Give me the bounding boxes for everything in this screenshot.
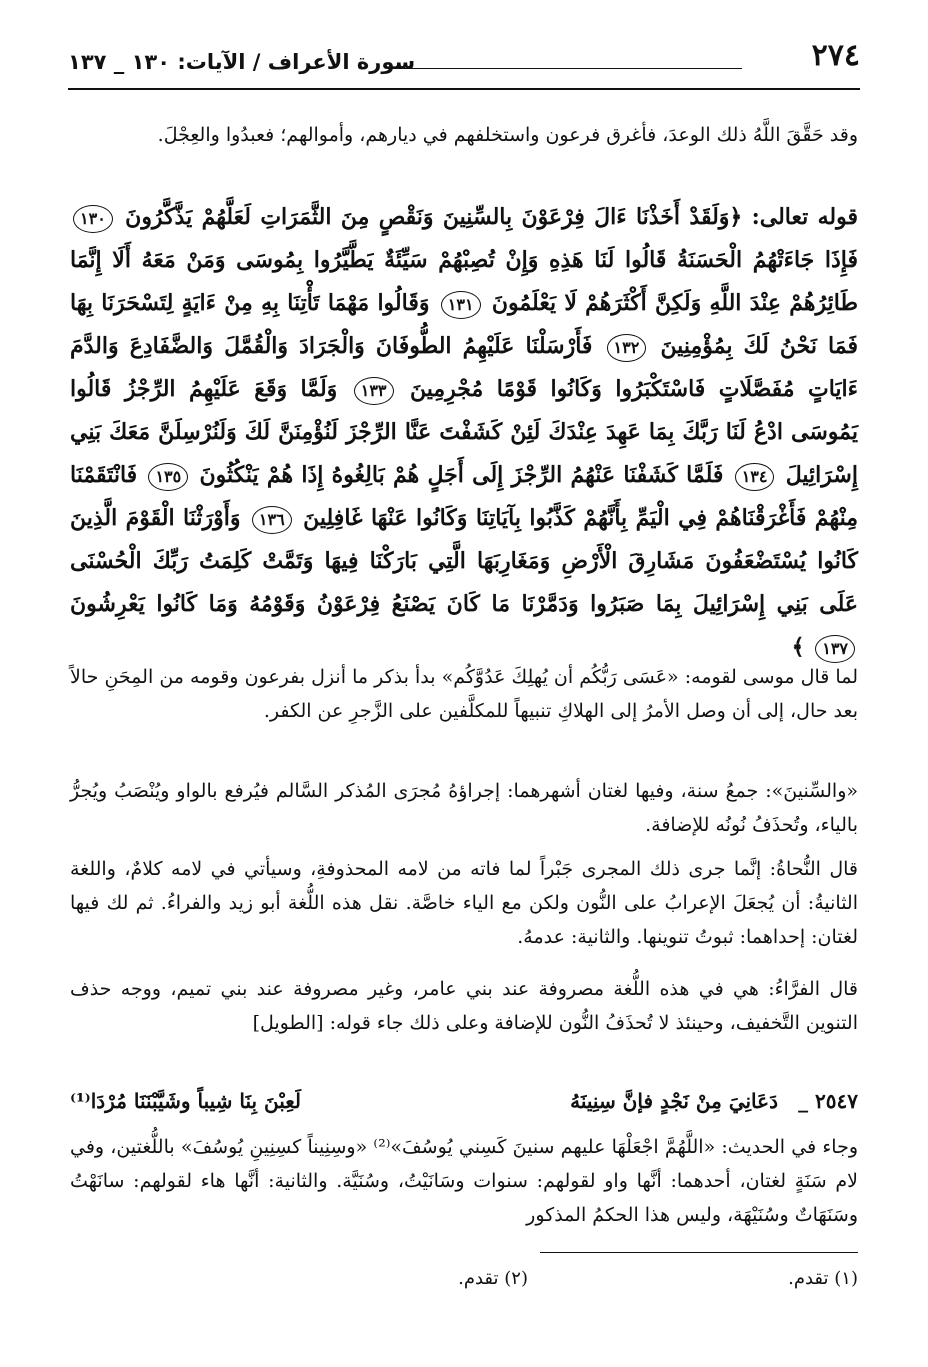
ayah-number-marker: ١٣٠ bbox=[73, 205, 113, 233]
ayah-number-marker: ١٣٦ bbox=[252, 506, 292, 534]
quran-segment: قوله تعالى: ﴿وَلَقَدْ أَخَذْنَا ءَالَ فِرْعَوْنَ بِالسِّنِينَ وَنَقْصٍ مِنَ الثَّمَرَاتِ لَعَلَّهُمْ يَذَّكَّرُونَ bbox=[125, 204, 858, 230]
ayah-number-marker: ١٣١ bbox=[441, 291, 481, 319]
quran-segment: وَقَالُوا مَهْمَا تَأْتِنَا بِهِ مِنْ ءَايَةٍ لِتَسْحَرَنَا بِهَا فَمَا نَحْنُ لَكَ بِمُؤْمِنِينَ bbox=[70, 290, 858, 359]
footnote: (١) تقدم. bbox=[788, 1268, 858, 1289]
quran-segment: فَأَرْسَلْنَا عَلَيْهِمُ الطُّوفَانَ وَالْجَرَادَ وَالْقُمَّلَ وَالضَّفَادِعَ وَالدَّمَ ءَايَاتٍ مُفَصَّلَاتٍ فَاسْتَكْبَرُوا وَكَانُوا قَوْمًا مُجْرِمِينَ bbox=[70, 333, 858, 402]
poetry-verse bbox=[70, 1089, 858, 1125]
surah-title: سورة الأعراف / الآيات: ١٣٠ _ ١٣٧ bbox=[68, 50, 416, 74]
quran-closing-bracket: ﴾ bbox=[791, 634, 805, 660]
quran-passage bbox=[70, 196, 858, 669]
ayah-number-marker: ١٣٤ bbox=[735, 463, 775, 491]
quran-segment: وَأَوْرَثْنَا الْقَوْمَ الَّذِينَ كَانُوا يُسْتَضْعَفُونَ مَشَارِقَ الْأَرْضِ وَمَغَارِبَهَا الَّتِي بَارَكْنَا فِيهَا وَتَمَّتْ كَلِمَتُ رَبِّكَ الْحُسْنَى عَلَى بَنِي إِسْرَائِيلَ بِمَا صَبَرُوا وَدَمَّرْنَا مَا كَانَ يَصْنَعُ فِرْعَوْنُ وَقَوْمُهُ وَمَا كَانُوا يَعْرِشُونَ bbox=[70, 505, 858, 617]
commentary-paragraph: قال النُّحاةُ: إنَّما جرى ذلك المجرى جَبْراً لما فاته من لامه المحذوفةِ، وسيأتي في لامه كلامٌ، واللغة الثانيةُ: أن يُجعَلَ الإعرابُ على النُّون ولكن مع الياء خاصَّة. نقل هذه اللُّغة أبو زيد والفراءُ. ثم لك فيها لغتان: إحداهما: ثبوتُ تنوينها. والثانية: عدمهُ. bbox=[70, 858, 858, 948]
quran-segment: فَانْتَقَمْنَا مِنْهُمْ فَأَغْرَقْنَاهُمْ فِي الْيَمِّ بِأَنَّهُمْ كَذَّبُوا بِآيَاتِنَا وَكَانُوا عَنْهَا غَافِلِينَ bbox=[70, 462, 858, 531]
verse-first-half: دَعَانِيَ مِنْ نَجْدٍ فإنَّ سِنِينَهُ bbox=[570, 1089, 778, 1113]
page-number: ٢٧٤ bbox=[811, 38, 860, 73]
verse-second-half: لَعِبْنَ بِنَا شِيباً وشَيَّبْنَنَا مُرْدَا⁽¹⁾ bbox=[70, 1089, 302, 1113]
commentary-paragraph: قال الفرَّاءُ: هي في هذه اللُّغة مصروفة عند بني عامر، وغير مصروفة عند بني تميم، ووجه حذف التنوين التَّخفيف، وحينئذ لا تُحذَفُ النُّون للإضافة وعلى ذلك جاء قوله: [الطويل] bbox=[70, 978, 858, 1034]
ayah-number-marker: ١٣٧ bbox=[815, 635, 855, 663]
page-header bbox=[68, 38, 860, 90]
commentary-paragraph: وجاء في الحديث: «اللَّهُمَّ اجْعَلْهَا عليهم سنينَ كَسِني يُوسُفَ»⁽²⁾ «وسِنِيناً كسِنِينِ يُوسُفَ» باللُّغتين، وفي لام سَنَةٍ لغتان، أحدهما: أنَّها واو لقولهم: سنوات وسَانَيْتُ، وسُنَيَّة. والثانية: أنَّها هاء لقولهم: سانَهْتُ وسَنَهَاتٌ وسُنَيْهَة، وليس هذا الحكمُ المذكور bbox=[70, 1136, 859, 1226]
quran-segment: فَلَمَّا كَشَفْنَا عَنْهُمُ الرِّجْزَ إِلَى أَجَلٍ هُمْ بَالِغُوهُ إِذَا هُمْ يَنْكُثُونَ bbox=[199, 462, 724, 488]
ayah-number-marker: ١٣٢ bbox=[607, 334, 647, 362]
quran-segment: فَإِذَا جَاءَتْهُمُ الْحَسَنَةُ قَالُوا لَنَا هَذِهِ وَإِنْ تُصِبْهُمْ سَيِّئَةٌ يَطَّيَّرُوا بِمُوسَى وَمَنْ مَعَهُ أَلَا إِنَّمَا طَائِرُهُمْ عِنْدَ اللَّهِ وَلَكِنَّ أَكْثَرَهُمْ لَا يَعْلَمُونَ bbox=[70, 247, 859, 316]
header-rule bbox=[398, 68, 742, 69]
quran-segment: وَلَمَّا وَقَعَ عَلَيْهِمُ الرِّجْزُ قَالُوا يَمُوسَى ادْعُ لَنَا رَبَّكَ بِمَا عَهِدَ عِنْدَكَ لَئِنْ كَشَفْتَ عَنَّا الرِّجْزَ لَنُؤْمِنَنَّ لَكَ وَلَنُرْسِلَنَّ مَعَكَ بَنِي إِسْرَائِيلَ bbox=[70, 376, 858, 488]
ayah-number-marker: ١٣٥ bbox=[148, 463, 188, 491]
ayah-number-marker: ١٣٣ bbox=[354, 377, 394, 405]
footnote: (٢) تقدم. bbox=[458, 1268, 528, 1289]
commentary-paragraph: لما قال موسى لقومه: «عَسَى رَبُّكُم أن يُهلِكَ عَدُوَّكُم» بدأ بذكر ما أنزل بفرعون وقومه من المِحَنِ حالاً بعد حال، إلى أن وصل الأمرُ إلى الهلاكِ تنبيهاً للمكلَّفين على الزَّجرِ عن الكفر. bbox=[70, 666, 858, 722]
verse-number: ٢٥٤٧ _ bbox=[798, 1089, 858, 1113]
commentary-paragraph: «والسِّنينَ»: جمعُ سنة، وفيها لغتان أشهرهما: إجراؤهُ مُجرَى المُذكر السَّالم فيُرفع بالواو ويُنْصَبُ ويُجرُّ بالياء، وتُحذَفُ نُونُه للإضافة. bbox=[70, 780, 858, 836]
intro-paragraph: وقد حَقَّقَ اللَّهُ ذلك الوعدَ، فأغرق فرعون واستخلفهم في ديارهم، وأموالهم؛ فعبدُوا والعِجْلَ. bbox=[157, 124, 858, 146]
footnote-rule bbox=[540, 1252, 858, 1253]
